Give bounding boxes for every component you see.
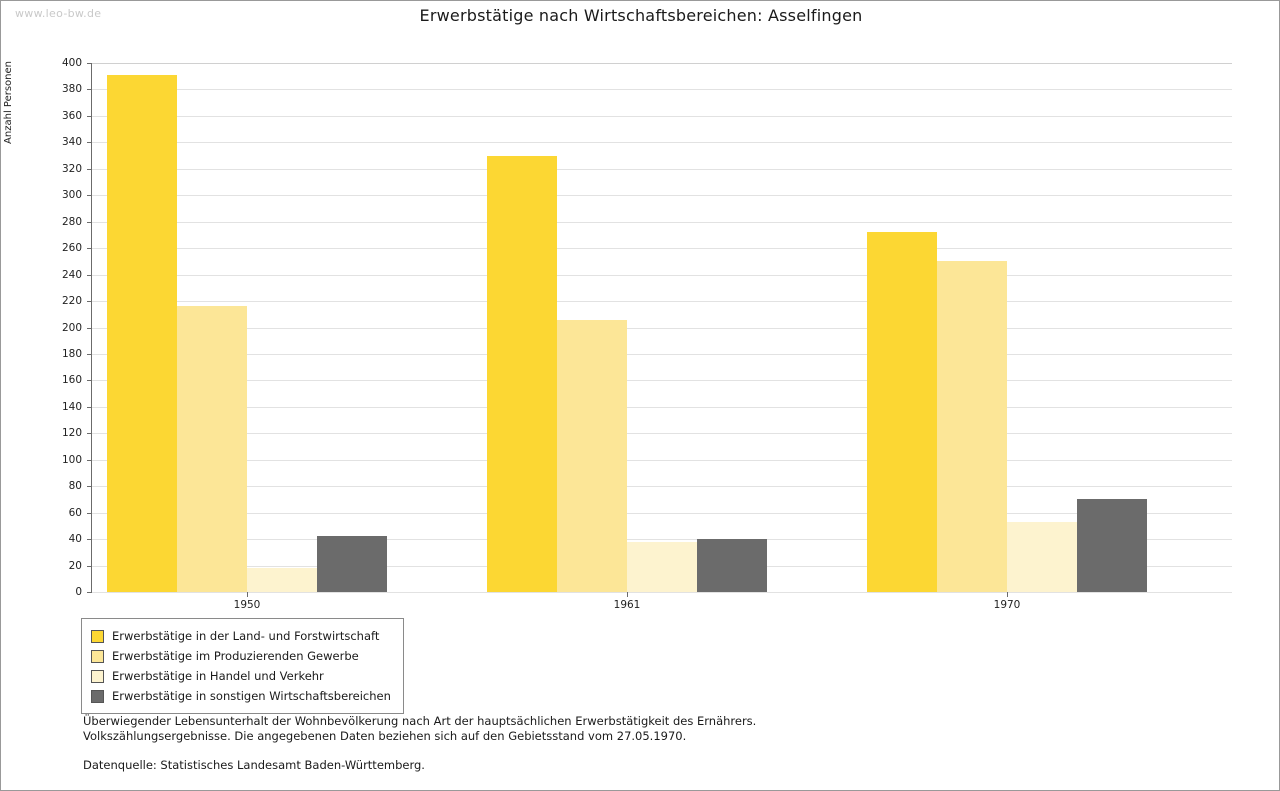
y-tick-label: 180 (61, 347, 82, 360)
y-tick-mark (87, 539, 92, 540)
x-tick-label: 1950 (233, 599, 261, 611)
y-tick-label: 100 (61, 453, 82, 466)
y-tick-label: 80 (68, 480, 82, 493)
data-source: Datenquelle: Statistisches Landesamt Baden-Württemberg. (83, 758, 425, 772)
bar (697, 539, 767, 592)
gridline (92, 301, 1232, 302)
gridline (92, 460, 1232, 461)
bar (247, 568, 317, 592)
gridline (92, 486, 1232, 487)
bar (177, 306, 247, 592)
bar (937, 261, 1007, 592)
y-tick-mark (87, 328, 92, 329)
gridline (92, 433, 1232, 434)
x-tick-label: 1970 (993, 599, 1021, 611)
y-tick-label: 220 (61, 295, 82, 308)
gridline (92, 63, 1232, 64)
legend-label: Erwerbstätige im Produzierenden Gewerbe (112, 649, 359, 663)
legend-item[interactable] (91, 626, 391, 646)
y-tick-label: 160 (61, 374, 82, 387)
legend-swatch-produzierendes-gewerbe (91, 650, 104, 663)
x-tick-mark (627, 592, 628, 597)
legend-label: Erwerbstätige in sonstigen Wirtschaftsbereichen (112, 689, 391, 703)
y-tick-mark (87, 433, 92, 434)
gridline (92, 407, 1232, 408)
y-tick-label: 120 (61, 427, 82, 440)
bar (487, 156, 557, 592)
gridline (92, 380, 1232, 381)
y-tick-label: 320 (61, 162, 82, 175)
y-tick-label: 380 (61, 83, 82, 96)
footnote-line-1: Überwiegender Lebensunterhalt der Wohnbevölkerung nach Art der hauptsächlichen Erwerbstätigkeit des Ernährers. (83, 714, 757, 728)
footnotes (83, 714, 1183, 773)
y-tick-mark (87, 354, 92, 355)
legend-swatch-land-forstwirtschaft (91, 630, 104, 643)
gridline (92, 354, 1232, 355)
gridline (92, 169, 1232, 170)
y-tick-mark (87, 63, 92, 64)
y-tick-label: 400 (61, 57, 82, 69)
y-tick-label: 20 (68, 559, 82, 572)
x-tick-label: 1961 (613, 599, 641, 611)
footnote-line-2: Volkszählungsergebnisse. Die angegebenen Daten beziehen sich auf den Gebietsstand vom 27.05.1970. (83, 729, 687, 743)
y-tick-mark (87, 89, 92, 90)
y-tick-label: 280 (61, 215, 82, 228)
y-tick-label: 240 (61, 268, 82, 281)
y-tick-mark (87, 460, 92, 461)
y-tick-label: 200 (61, 321, 82, 334)
legend-item[interactable] (91, 646, 391, 666)
y-tick-label: 0 (75, 586, 82, 598)
gridline (92, 513, 1232, 514)
bar (1077, 499, 1147, 592)
bar (317, 536, 387, 592)
page-title: Erwerbstätige nach Wirtschaftsbereichen: Asselfingen (419, 6, 863, 25)
x-tick-mark (247, 592, 248, 597)
y-tick-mark (87, 566, 92, 567)
gridline (92, 89, 1232, 90)
gridline (92, 328, 1232, 329)
y-tick-mark (87, 380, 92, 381)
y-tick-label: 260 (61, 242, 82, 255)
y-tick-label: 60 (68, 506, 82, 519)
gridline (92, 275, 1232, 276)
gridline (92, 592, 1232, 593)
y-tick-mark (87, 248, 92, 249)
y-tick-mark (87, 275, 92, 276)
gridline (92, 142, 1232, 143)
y-tick-mark (87, 513, 92, 514)
y-tick-mark (87, 407, 92, 408)
bar (867, 232, 937, 592)
gridline (92, 248, 1232, 249)
y-tick-mark (87, 195, 92, 196)
legend-swatch-sonstige-bereiche (91, 690, 104, 703)
y-tick-label: 300 (61, 189, 82, 202)
legend-label: Erwerbstätige in der Land- und Forstwirtschaft (112, 629, 380, 643)
watermark: www.leo-bw.de (15, 7, 102, 20)
y-tick-mark (87, 222, 92, 223)
gridline (92, 116, 1232, 117)
y-tick-mark (87, 486, 92, 487)
gridline (92, 195, 1232, 196)
y-tick-mark (87, 169, 92, 170)
legend-swatch-handel-verkehr (91, 670, 104, 683)
legend-label: Erwerbstätige in Handel und Verkehr (112, 669, 324, 683)
y-tick-mark (87, 116, 92, 117)
y-tick-mark (87, 301, 92, 302)
legend-item[interactable] (91, 686, 391, 706)
legend (81, 618, 404, 714)
legend-item[interactable] (91, 666, 391, 686)
x-tick-mark (1007, 592, 1008, 597)
y-tick-label: 140 (61, 400, 82, 413)
gridline (92, 222, 1232, 223)
bar (627, 542, 697, 592)
plot-area (61, 57, 1232, 611)
bar (107, 75, 177, 592)
y-tick-label: 360 (61, 109, 82, 122)
bar (557, 320, 627, 592)
y-tick-mark (87, 592, 92, 593)
y-tick-label: 40 (68, 533, 82, 546)
y-axis-label: Anzahl Personen (3, 61, 14, 144)
bar (1007, 522, 1077, 592)
y-tick-label: 340 (61, 136, 82, 149)
y-tick-mark (87, 142, 92, 143)
